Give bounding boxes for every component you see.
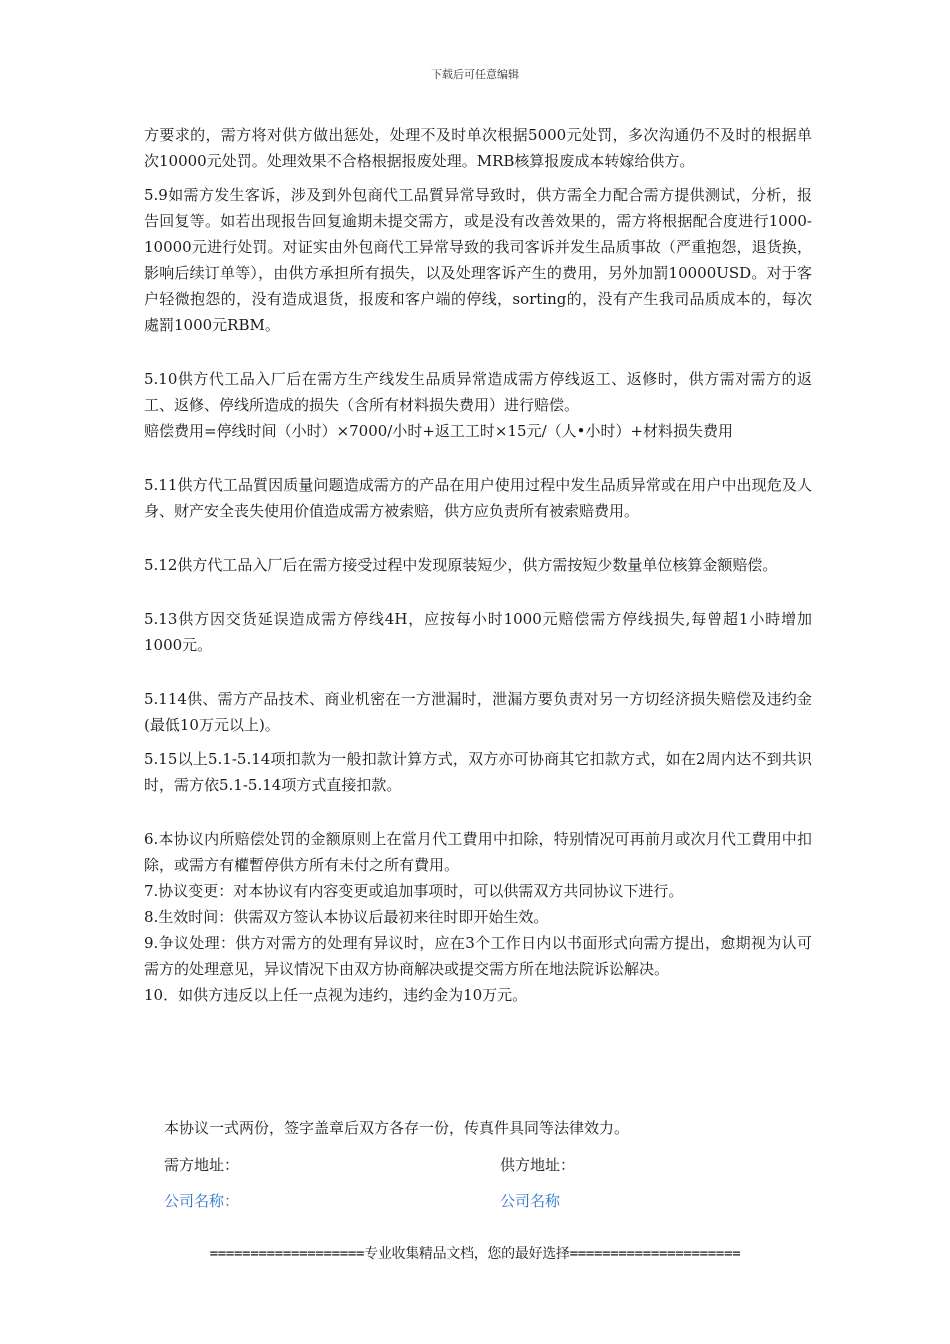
clause-5-12: 5.12供方代工品入厂后在需方接受过程中发现原装短少，供方需按短少数量单位核算金额赔偿。 <box>144 556 778 574</box>
clause-5-15: 5.15以上5.1-5.14项扣款为一般扣款计算方式，双方亦可协商其它扣款方式，如在2周内达不到共识时，需方依5.1-5.14项方式直接扣款。 <box>144 750 812 794</box>
clause-6: 6.本协议内所赔偿处罚的金额原则上在當月代工費用中扣除，特别情况可再前月或次月代工費用中扣除，或需方有權暫停供方所有未付之所有費用。 <box>144 830 812 874</box>
document-body <box>144 122 812 1008</box>
clause-5-114: 5.114供、需方产品技术、商业机密在一方泄漏时，泄漏方要负责对另一方切经济损失赔偿及违约金(最低10万元以上)。 <box>144 690 812 734</box>
clause-5-9: 5.9如需方发生客诉，涉及到外包商代工品質异常导致时，供方需全力配合需方提供测试，分析，报告回复等。如若出现报告回复逾期未提交需方，或是没有改善效果的，需方将根据配合度进行1000-10000元进行处罚。对证实由外包商代工异常导致的我司客诉并发生品质事故（严重抱怨，退货换，影响后续订单等），由供方承担所有损失，以及处理客诉产生的费用，另外加罰10000USD。对于客户轻微抱怨的，没有造成退货，报废和客户端的停线，sorting的，没有产生我司品质成本的，每次處罰1000元RBM。 <box>144 186 812 334</box>
clause-9: 9.争议处理：供方对需方的处理有异议时，应在3个工作日内以书面形式向需方提出，愈期视为认可需方的处理意见，异议情况下由双方协商解决或提交需方所在地法院诉讼解决。 <box>144 934 812 978</box>
clause-5-10-formula: 赔偿费用=停线时间（小时）×7000/小时+返工工时×15元/（人•小时）+材料损失费用 <box>144 422 734 440</box>
buyer-company-label: 公司名称： <box>164 1192 240 1210</box>
address-row <box>164 1152 724 1178</box>
page-header: 下载后可任意编辑 <box>431 68 519 81</box>
buyer-address-label: 需方地址： <box>164 1156 240 1174</box>
clause-5-13: 5.13供方因交货延误造成需方停线4H，应按每小时1000元赔偿需方停线损失,每曾超1小時增加1000元。 <box>144 610 812 654</box>
clause-10: 10．如供方违反以上任一点视为违约，违约金为10万元。 <box>144 986 528 1004</box>
clause-5-11: 5.11供方代工品質因质量问题造成需方的产品在用户使用过程中发生品质异常或在用户中出现危及人身、财产安全丧失使用价值造成需方被索赔，供方应负责所有被索赔费用。 <box>144 476 812 520</box>
clause-7: 7.协议变更：对本协议有内容变更或追加事项时，可以供需双方共同协议下进行。 <box>144 882 684 900</box>
company-row <box>164 1188 724 1214</box>
clause-5-8-continued: 方要求的，需方将对供方做出惩处，处理不及时单次根据5000元处罚，多次沟通仍不及时的根据单次10000元处罚。处理效果不合格根据报废处理。MRB核算报废成本转嫁给供方。 <box>144 126 812 170</box>
supplier-address-label: 供方地址： <box>500 1156 576 1174</box>
supplier-company-label: 公司名称 <box>500 1192 561 1210</box>
clause-5-10: 5.10供方代工品入厂后在需方生产线发生品质异常造成需方停线返工、返修时，供方需对需方的返工、返修、停线所造成的损失（含所有材料损失费用）进行赔偿。 <box>144 370 812 414</box>
page-footer: ===================专业收集精品文档，您的最好选择===================== <box>209 1246 741 1262</box>
clause-8: 8.生效时间：供需双方签认本协议后最初来往时即开始生效。 <box>144 908 549 926</box>
closing-statement: 本协议一式两份，签字盖章后双方各存一份，传真件具同等法律效力。 <box>164 1119 630 1137</box>
